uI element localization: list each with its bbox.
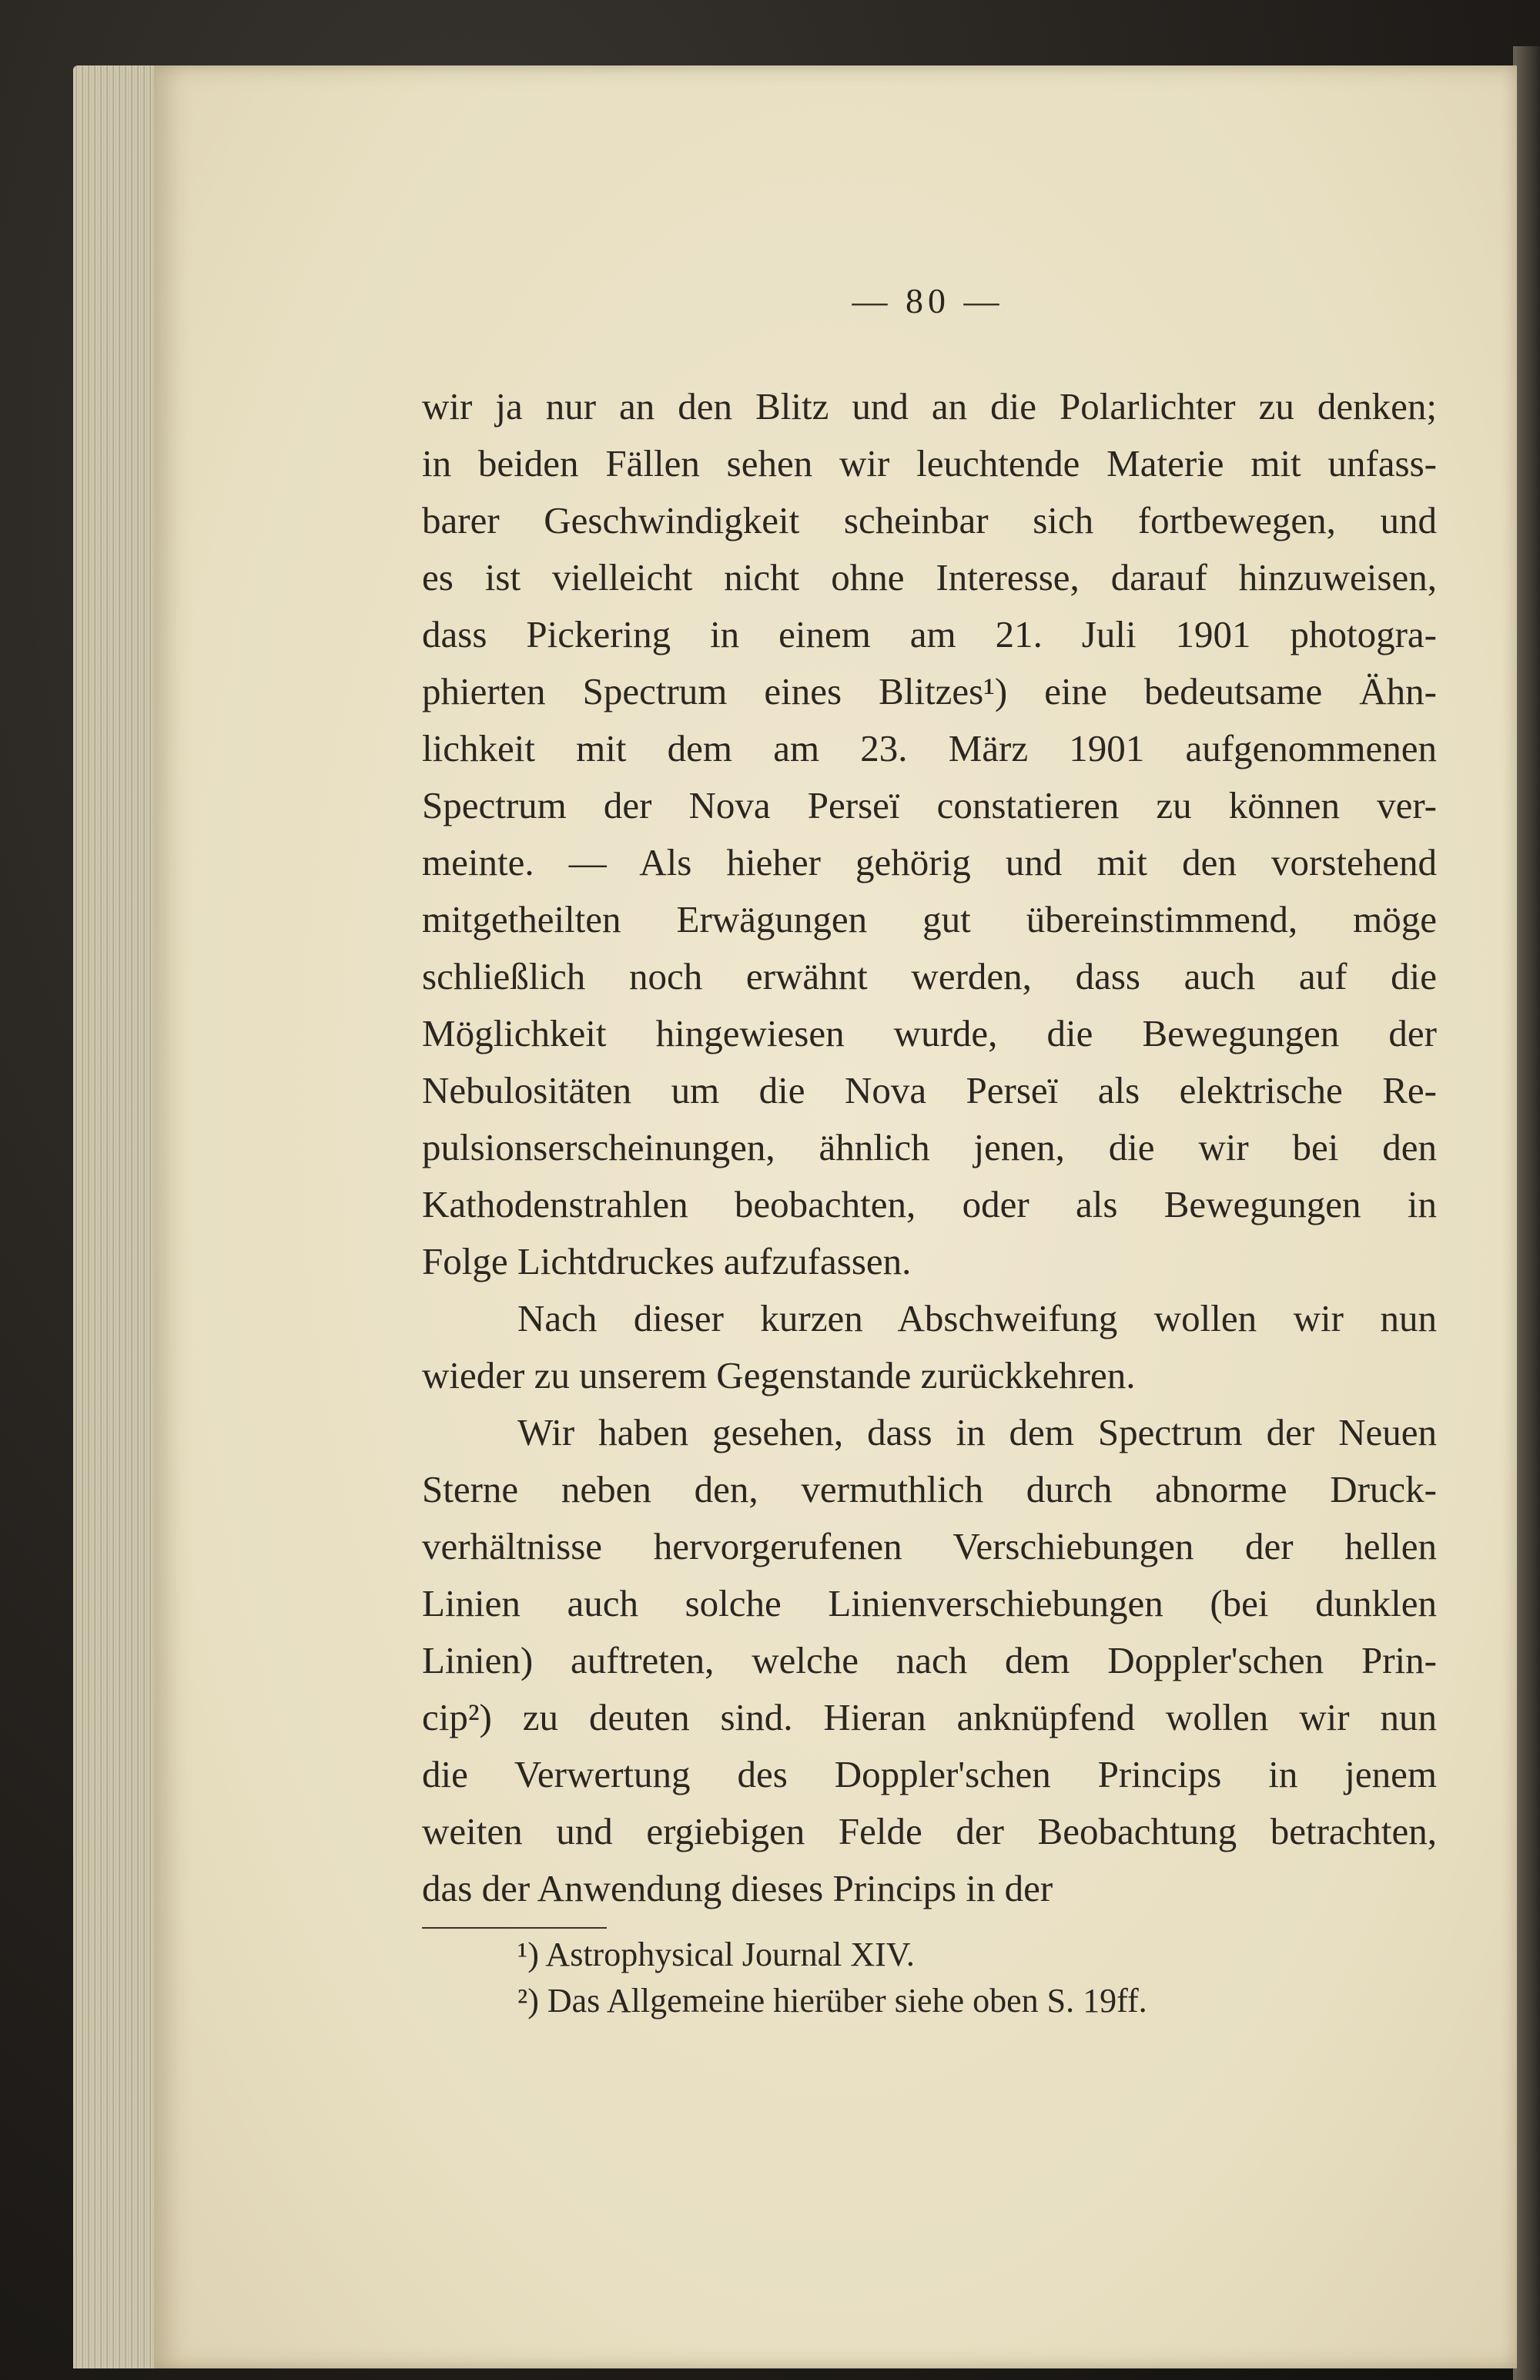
text-line: lichkeit mit dem am 23. März 1901 aufgenommenen [422,727,1437,769]
footnote-divider [422,1927,607,1929]
text-line: schließlich noch erwähnt werden, dass auch auf die [422,955,1437,997]
footnote: ²) Das Allgemeine hierüber siehe oben S. 19ff. [517,1982,1147,2020]
text-line: Wir haben gesehen, dass in dem Spectrum der Neuen [517,1411,1437,1453]
text-line: Linien) auftreten, welche nach dem Doppler'schen Prin- [422,1639,1437,1681]
text-line: mitgetheilten Erwägungen gut übereinstimmend, möge [422,898,1437,940]
text-line: Sterne neben den, vermuthlich durch abnorme Druck- [422,1468,1437,1510]
text-line: cip²) zu deuten sind. Hieran anknüpfend wollen wir nun [422,1696,1437,1738]
text-line: das der Anwendung dieses Princips in der [422,1867,1053,1909]
text-line: Nebulositäten um die Nova Perseï als elektrische Re- [422,1069,1437,1111]
text-line: in beiden Fällen sehen wir leuchtende Materie mit unfass- [422,442,1437,484]
text-line: weiten und ergiebigen Felde der Beobachtung betrachten, [422,1810,1437,1852]
book-cover-edge [1513,46,1540,2380]
text-line: barer Geschwindigkeit scheinbar sich fortbewegen, und [422,499,1437,541]
text-line: die Verwertung des Doppler'schen Princips in jenem [422,1753,1437,1795]
text-line: Spectrum der Nova Perseï constatieren zu können ver- [422,784,1437,826]
text-line: phierten Spectrum eines Blitzes¹) eine bedeutsame Ähn- [422,670,1437,712]
text-line: wieder zu unserem Gegenstande zurückkehren. [422,1354,1136,1396]
text-line: Folge Lichtdruckes aufzufassen. [422,1240,912,1282]
text-line: Nach dieser kurzen Abschweifung wollen wir nun [517,1297,1437,1339]
page-number: — 80 — [852,281,1004,320]
footnote: ¹) Astrophysical Journal XIV. [517,1936,915,1973]
text-line: Möglichkeit hingewiesen wurde, die Bewegungen der [422,1012,1437,1054]
text-line: Kathodenstrahlen beobachten, oder als Bewegungen in [422,1183,1437,1225]
text-line: meinte. — Als hieher gehörig und mit den vorstehend [422,841,1437,883]
text-line: pulsionserscheinungen, ähnlich jenen, die wir bei den [422,1126,1437,1168]
text-line: es ist vielleicht nicht ohne Interesse, darauf hinzuweisen, [422,556,1437,598]
text-line: dass Pickering in einem am 21. Juli 1901 photogra- [422,613,1437,655]
text-line: verhältnisse hervorgerufenen Verschiebungen der hellen [422,1525,1437,1567]
text-line: Linien auch solche Linienverschiebungen (bei dunklen [422,1582,1437,1624]
text-line: wir ja nur an den Blitz und an die Polarlichter zu denken; [422,385,1437,427]
